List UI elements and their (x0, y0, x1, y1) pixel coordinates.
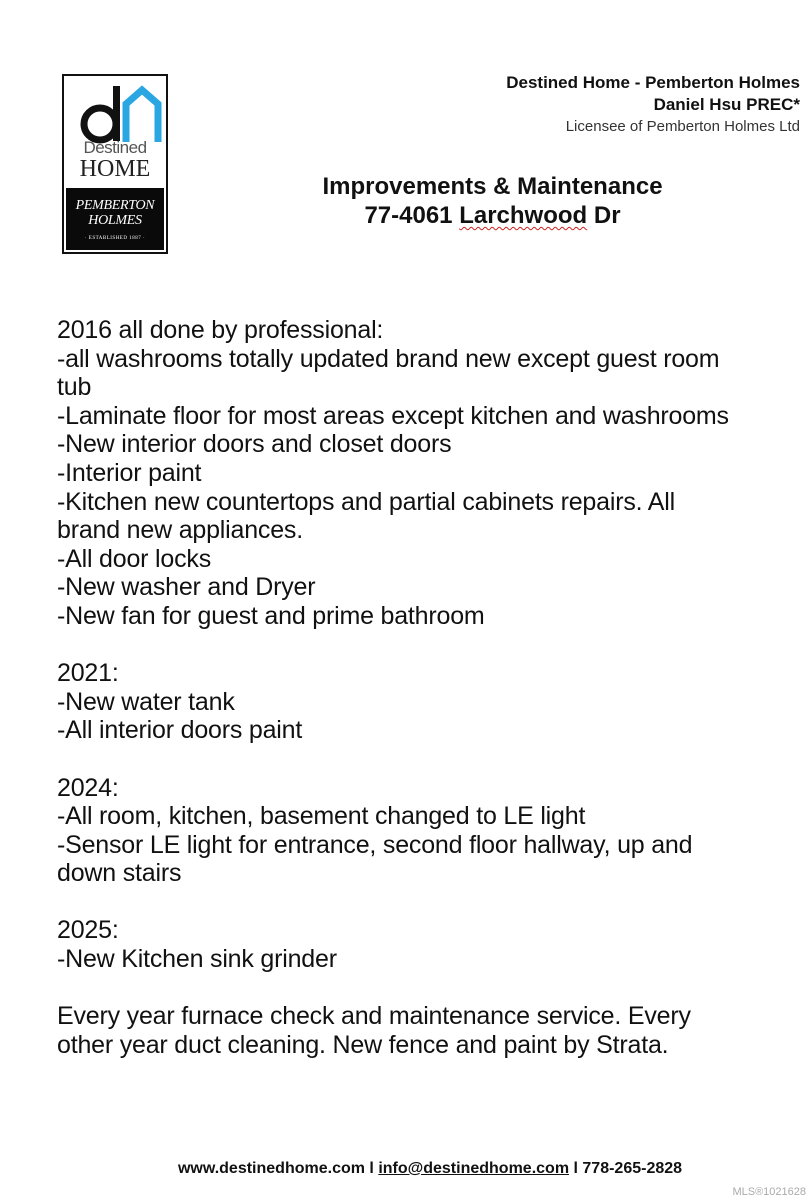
address-suffix: Dr (587, 202, 621, 229)
property-address (280, 201, 705, 230)
body-line: -All interior doors paint (57, 716, 303, 745)
logo-established: · ESTABLISHED 1887 · (84, 236, 146, 241)
body-line (57, 888, 807, 917)
body-line: tub (57, 373, 92, 402)
agent-name: Daniel Hsu PREC* (653, 95, 800, 114)
body-line: -all washrooms totally updated brand new except guest room (57, 344, 720, 373)
document-title (280, 172, 705, 230)
body-line: -Kitchen new countertops and partial cabinets repairs. All (57, 487, 675, 516)
mls-watermark: MLS®1021628 (732, 1186, 806, 1198)
body-line: 2016 all done by professional: (57, 316, 384, 344)
logo-pemberton: PEMBERTON (75, 198, 155, 213)
email-link[interactable]: info@destinedhome.com (378, 1160, 570, 1177)
separator: l (364, 1160, 379, 1177)
logo-top-panel (68, 80, 162, 184)
body-line: down stairs (57, 859, 182, 888)
logo-pemberton-text (66, 198, 164, 228)
improvements-list (57, 316, 807, 1059)
body-line: -New interior doors and closet doors (57, 430, 452, 459)
body-line: -New washer and Dryer (57, 573, 316, 602)
body-line: brand new appliances. (57, 516, 303, 545)
footer-contact (0, 1160, 810, 1178)
body-line: -All door locks (57, 544, 211, 573)
brand-logo (62, 74, 168, 254)
body-line: 2024: (57, 773, 119, 802)
dh-monogram-icon (76, 84, 162, 144)
brokerage-name: Destined Home - Pemberton Holmes (506, 73, 800, 92)
body-line: -Interior paint (57, 458, 202, 487)
body-line: -New Kitchen sink grinder (57, 945, 337, 974)
logo-home-text: HOME (79, 156, 151, 182)
separator: l (569, 1160, 583, 1177)
phone-number: 778-265-2828 (582, 1160, 683, 1177)
page-title: Improvements & Maintenance (322, 173, 663, 200)
body-line: -Sensor LE light for entrance, second floor hallway, up and (57, 830, 693, 859)
body-line (57, 745, 807, 774)
logo-holmes: HOLMES (88, 213, 142, 228)
logo-destined-text: Destined (83, 138, 147, 157)
licensee-note: Licensee of Pemberton Holmes Ltd (565, 118, 800, 135)
body-line: -Laminate floor for most areas except kitchen and washrooms (57, 401, 729, 430)
body-line: other year duct cleaning. New fence and paint by Strata. (57, 1030, 669, 1059)
body-line: 2021: (57, 659, 119, 688)
address-number: 77-4061 (364, 202, 460, 229)
website-link[interactable]: www.destinedhome.com (177, 1160, 365, 1177)
address-street: Larchwood (459, 202, 588, 229)
body-line: -New fan for guest and prime bathroom (57, 601, 485, 630)
body-line: -New water tank (57, 687, 235, 716)
agent-info (506, 72, 800, 138)
logo-brokerage-panel (66, 188, 164, 250)
body-line (57, 974, 807, 1003)
body-line: -All room, kitchen, basement changed to LE light (57, 802, 586, 831)
body-line: Every year furnace check and maintenance service. Every (57, 1002, 691, 1031)
body-line: 2025: (57, 916, 119, 945)
body-line (57, 631, 807, 660)
